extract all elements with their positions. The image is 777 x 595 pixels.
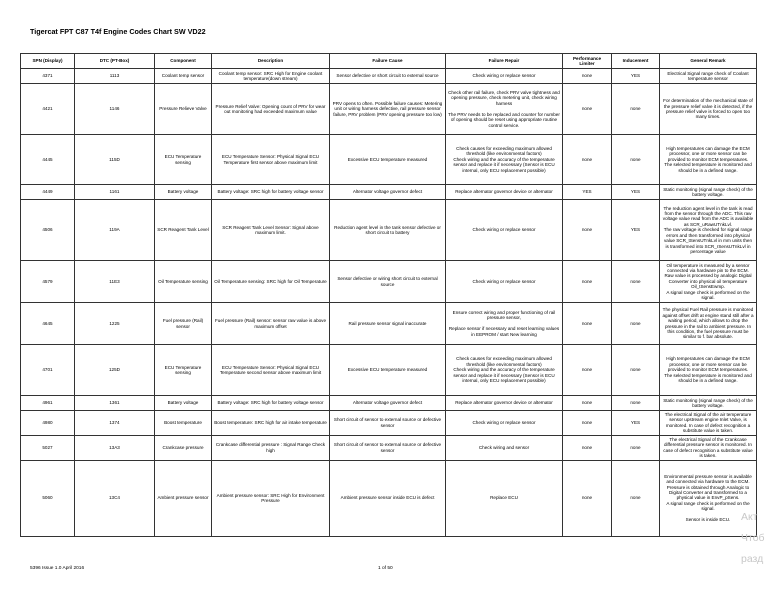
- table-row: [21, 185, 757, 200]
- cell-failure-repair: Check other rail failure, check PRV valve tightness and opening pressure, check metering unit, check wiring harness The PRV needs to be replaced and counter for number of opening should be reset using appropriate routine control service.: [446, 84, 563, 135]
- column-header-spn: SPN (Display): [21, 54, 75, 69]
- cell-failure-repair: Check wiring or replace sensor: [446, 69, 563, 84]
- table-row: [21, 460, 757, 536]
- column-header-inducement: Inducement: [612, 54, 660, 69]
- cell-description: Crankcase differential pressure : Signal Range Check high: [212, 435, 330, 460]
- watermark-line: Акт: [741, 511, 758, 523]
- cell-component: Coolant temp sensor: [155, 69, 212, 84]
- cell-inducement: none: [612, 460, 660, 536]
- column-header-failure-cause: Failure Cause: [330, 54, 446, 69]
- table-row: [21, 345, 757, 396]
- watermark-line: разд: [741, 553, 764, 565]
- activation-watermark: [741, 507, 765, 570]
- cell-dtc: 13C4: [75, 460, 155, 536]
- cell-inducement: none: [612, 261, 660, 303]
- cell-dtc: 1361: [75, 396, 155, 411]
- table-row: [21, 435, 757, 460]
- cell-performance-limiter: none: [563, 411, 612, 436]
- cell-performance-limiter: none: [563, 84, 612, 135]
- cell-description: Battery voltage: SRC high for battery voltage sensor: [212, 396, 330, 411]
- cell-general-remark: Static monitoring (signal range check) of the battery voltage.: [660, 396, 757, 411]
- cell-failure-cause: PRV opens to often. Possible failure causes: Metering unit or wiring harness defective, rail pressure sensor failure, PRV problem (PRV opening pressure too low): [330, 84, 446, 135]
- cell-dtc: 11E3: [75, 261, 155, 303]
- cell-inducement: none: [612, 135, 660, 185]
- cell-dtc: 125D: [75, 345, 155, 396]
- column-header-performance-limiter: Performance Limiter: [563, 54, 612, 69]
- cell-dtc: 1146: [75, 84, 155, 135]
- cell-failure-repair: Check causes for exceeding maximum allowed threshold (like environmental factors) Check wiring and the accuracy of the temperature sensor and replace it if necessary (Sensor is ECU internal, only ECU replacement possible): [446, 135, 563, 185]
- table-row: [21, 396, 757, 411]
- table-row: [21, 411, 757, 436]
- cell-component: Boost temperature: [155, 411, 212, 436]
- cell-spn: 5027: [21, 435, 75, 460]
- cell-description: ECU Temperature Sensor: Physical Signal ECU Temperature second sensor above maximum limit: [212, 345, 330, 396]
- cell-description: Oil Temperature sensing: SRC high for Oil Temperature: [212, 261, 330, 303]
- footer-issue: 5396 Issue 1.0 April 2016: [30, 566, 85, 571]
- cell-spn: 5060: [21, 460, 75, 536]
- cell-failure-cause: Rail pressure sensor signal inaccurate: [330, 303, 446, 345]
- cell-description: SCR Reagent Tank Level Sensor: Signal above maximum limit.: [212, 200, 330, 261]
- cell-spn: 4645: [21, 303, 75, 345]
- cell-dtc: 13A3: [75, 435, 155, 460]
- cell-description: Ambient pressure sensor: SRC High for Environment Pressure: [212, 460, 330, 536]
- cell-inducement: YES: [612, 69, 660, 84]
- cell-general-remark: High temperatures can damage the ECM processor, one or more sensor can be provided to monitor ECM temperatures. The selected temperature is monitored and should be in a defined range.: [660, 345, 757, 396]
- cell-general-remark: Static monitoring (signal range check) of the battery voltage.: [660, 185, 757, 200]
- page-title: Tigercat FPT C87 T4f Engine Codes Chart SW VD22: [30, 27, 206, 36]
- cell-performance-limiter: none: [563, 396, 612, 411]
- cell-component: Crankcase pressure: [155, 435, 212, 460]
- cell-performance-limiter: none: [563, 460, 612, 536]
- column-header-component: Component: [155, 54, 212, 69]
- cell-failure-cause: Short circuit of sensor to external source or defective sensor: [330, 411, 446, 436]
- cell-component: Oil Temperature sensing: [155, 261, 212, 303]
- table-row: [21, 84, 757, 135]
- cell-description: Fuel pressure (Rail) sensor: sensor raw value is above maximum offset: [212, 303, 330, 345]
- cell-spn: 4961: [21, 396, 75, 411]
- engine-codes-table: [20, 53, 757, 537]
- cell-spn: 4445: [21, 135, 75, 185]
- cell-general-remark: The electrical Signal of the Crankcase differential pressure sensor is monitored. In case of defect recognition a substitute value is taken.: [660, 435, 757, 460]
- watermark-line: Чтоб: [741, 532, 765, 544]
- cell-failure-cause: Sensor defective or wiring short circuit to external source: [330, 261, 446, 303]
- cell-inducement: none: [612, 435, 660, 460]
- cell-failure-repair: Ensure correct wiring and proper functioning of rail pressure sensor, Replace sensor if necessary and reset learning values in EEPROM / start New learning: [446, 303, 563, 345]
- cell-performance-limiter: none: [563, 135, 612, 185]
- cell-dtc: 1113: [75, 69, 155, 84]
- cell-failure-cause: Short circuit of sensor to external source or defective sensor: [330, 435, 446, 460]
- cell-inducement: none: [612, 303, 660, 345]
- cell-performance-limiter: none: [563, 200, 612, 261]
- cell-spn: 4980: [21, 411, 75, 436]
- footer-page-number: 1 of 50: [378, 566, 393, 571]
- cell-general-remark: Electrical Signal range check of Coolant temperature sensor: [660, 69, 757, 84]
- cell-failure-repair: Check wiring or replace sensor: [446, 261, 563, 303]
- cell-dtc: 115D: [75, 135, 155, 185]
- cell-performance-limiter: none: [563, 435, 612, 460]
- cell-inducement: YES: [612, 185, 660, 200]
- cell-general-remark: For determination of the mechanical state of the pressure relief valve it is detected, if the pressure relief valve is forced to open too many times.: [660, 84, 757, 135]
- cell-component: Battery voltage: [155, 396, 212, 411]
- cell-component: Fuel pressure (Rail) sensor: [155, 303, 212, 345]
- cell-failure-repair: Check wiring and sensor: [446, 435, 563, 460]
- cell-description: Boost temperature: SRC high for air intake temperature: [212, 411, 330, 436]
- cell-spn: 4579: [21, 261, 75, 303]
- table-row: [21, 303, 757, 345]
- cell-spn: 4449: [21, 185, 75, 200]
- cell-dtc: 1225: [75, 303, 155, 345]
- cell-spn: 4421: [21, 84, 75, 135]
- cell-component: SCR Reagent Tank Level: [155, 200, 212, 261]
- cell-spn: 4506: [21, 200, 75, 261]
- cell-description: ECU Temperature Sensor: Physical Signal ECU Temperature first sensor above maximum limit: [212, 135, 330, 185]
- cell-failure-cause: Ambient pressure sensor inside ECU is defect: [330, 460, 446, 536]
- cell-general-remark: High temperatures can damage the ECM processor, one or more sensor can be provided to monitor ECM temperatures. The selected temperature is monitored and should be in a defined range.: [660, 135, 757, 185]
- table-row: [21, 200, 757, 261]
- cell-component: Pressure Relieve Valve: [155, 84, 212, 135]
- cell-inducement: YES: [612, 200, 660, 261]
- cell-description: Coolant temp sensor: SRC High for Engine coolant temperature(down stream): [212, 69, 330, 84]
- cell-component: Ambient pressure sensor: [155, 460, 212, 536]
- cell-general-remark: The reduction agent level in the tank is read from the sensor through the ADC. This raw voltage value read from the ADC is available as SCR_uRawUTnkLvl. The raw voltage is checked for signal range errors and then transformed into physical value SCR_tSensUTnkLvl in mm units then is transformed into SCR_rSensUTnkLvl in percentage value: [660, 200, 757, 261]
- cell-dtc: 1374: [75, 411, 155, 436]
- cell-failure-repair: Replace ECU: [446, 460, 563, 536]
- cell-failure-cause: Excessive ECU temperature measured: [330, 345, 446, 396]
- cell-general-remark: Oil temperature is measured by a sensor connected via hardware pin to the ECM. Raw value is processed by analogic Digital Converter into physical oil temperature Oil_tSensEwmp. A signal range check is performed on the signal.: [660, 261, 757, 303]
- cell-performance-limiter: none: [563, 345, 612, 396]
- cell-description: Battery voltage: SRC high for battery voltage sensor: [212, 185, 330, 200]
- table-header-row: [21, 54, 757, 69]
- cell-general-remark: The physical Fuel Rail pressure is monitored against offset drift at engine stand still after a waiting period, which allows to drop the pressure in the rail to ambient pressure. In this condition, the fuel pressure must be similar to f. bar absolute.: [660, 303, 757, 345]
- column-header-failure-repair: Failure Repair: [446, 54, 563, 69]
- cell-component: Battery voltage: [155, 185, 212, 200]
- cell-failure-repair: Replace alternator governor device or alternator: [446, 185, 563, 200]
- cell-dtc: 1161: [75, 185, 155, 200]
- table-row: [21, 69, 757, 84]
- cell-inducement: none: [612, 396, 660, 411]
- cell-general-remark: Environmental pressure sensor is available and connected via hardware to the ECM. Pressure is obtained through Analogic to Digital Converter and transformed to a physical value in EnvP_pSens. A signal range check is performed on the signal. Sensor is inside ECU.: [660, 460, 757, 536]
- cell-failure-cause: Reduction agent level in the tank sensor defective or short circuit to battery: [330, 200, 446, 261]
- cell-failure-repair: Check wiring or replace sensor: [446, 200, 563, 261]
- cell-inducement: YES: [612, 411, 660, 436]
- cell-failure-cause: Alternator voltage governor defect: [330, 396, 446, 411]
- cell-general-remark: The electrical Signal of the air temperature sensor upstream engine Inlet Valve, is monitored. In case of defect recognition a substitute value is taken.: [660, 411, 757, 436]
- cell-component: ECU Temperature sensing: [155, 345, 212, 396]
- cell-spn: 4371: [21, 69, 75, 84]
- cell-performance-limiter: YES: [563, 185, 612, 200]
- cell-inducement: none: [612, 345, 660, 396]
- cell-performance-limiter: none: [563, 303, 612, 345]
- table-row: [21, 261, 757, 303]
- cell-failure-repair: Check causes for exceeding maximum allowed threshold (like environmental factors) Check wiring and the accuracy of the temperature sensor and replace it if necessary (Sensor is ECU internal, only ECU replacement possible): [446, 345, 563, 396]
- cell-performance-limiter: none: [563, 261, 612, 303]
- cell-failure-cause: Alternator voltage governor defect: [330, 185, 446, 200]
- cell-dtc: 119A: [75, 200, 155, 261]
- cell-failure-cause: Excessive ECU temperature measured: [330, 135, 446, 185]
- cell-failure-repair: Replace alternator governor device or alternator: [446, 396, 563, 411]
- column-header-general-remark: General Remark: [660, 54, 757, 69]
- cell-spn: 4701: [21, 345, 75, 396]
- table-row: [21, 135, 757, 185]
- column-header-description: Description: [212, 54, 330, 69]
- cell-failure-cause: Sensor defective or short circuit to external source: [330, 69, 446, 84]
- column-header-dtc: DTC (PT-Box): [75, 54, 155, 69]
- cell-inducement: none: [612, 84, 660, 135]
- cell-failure-repair: Check wiring or replace sensor: [446, 411, 563, 436]
- cell-performance-limiter: none: [563, 69, 612, 84]
- cell-description: Pressure Relief Valve: Opening count of PRV for wear out monitoring had exceeded maximum value: [212, 84, 330, 135]
- cell-component: ECU Temperature sensing: [155, 135, 212, 185]
